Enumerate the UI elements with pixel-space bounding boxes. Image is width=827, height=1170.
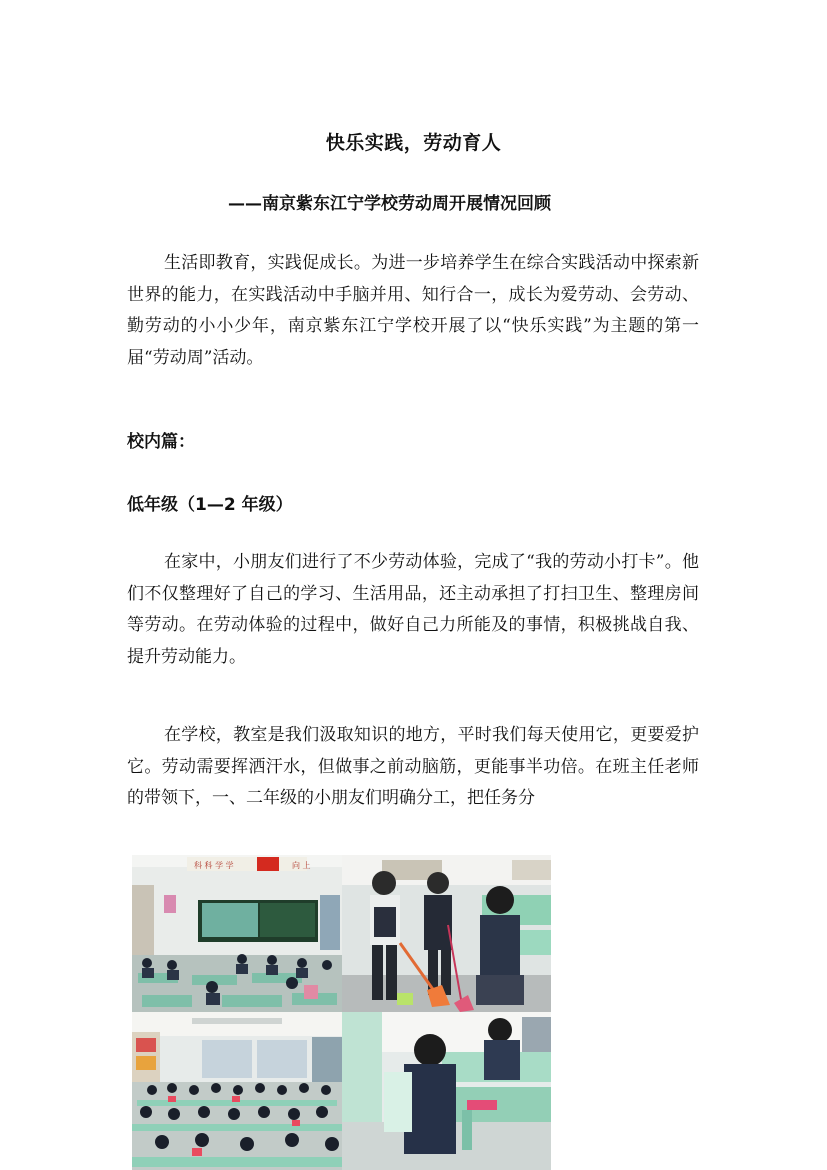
photo-collage	[132, 855, 551, 1170]
section-heading-campus: 校内篇：	[127, 432, 195, 452]
intro-paragraph: 生活即教育，实践促成长。为进一步培养学生在综合实践活动中探索新世界的能力，在实践活动中手脑并用、知行合一，成长为爱劳动、会劳动、勤劳动的小小少年，南京紫东江宁学校开展了以“快乐实践”为主题的第一届“劳动周”活动。	[127, 253, 699, 368]
section-heading-lower-grade: 低年级（1—2 年级）	[127, 495, 293, 515]
classroom-photo-1	[132, 855, 342, 1012]
classroom-photo-2	[132, 1012, 342, 1170]
desk-cleaning-photo	[342, 1012, 551, 1170]
document-title: 快乐实践，劳动育人	[325, 132, 502, 154]
school-labor-paragraph: 在学校，教室是我们汲取知识的地方，平时我们每天使用它，更要爱护它。劳动需要挥洒汗水，但做事之前动脑筋，更能事半功倍。在班主任老师的带领下，一、二年级的小朋友们明确分工，把任务分	[127, 725, 699, 808]
classroom-banner-left: 科 科 学 学	[194, 861, 234, 870]
document-subtitle: ——南京紫东江宁学校劳动周开展情况回顾	[228, 194, 551, 214]
sweeping-photo	[342, 855, 551, 1012]
classroom-banner-right: 向 上	[292, 861, 311, 870]
home-labor-paragraph: 在家中，小朋友们进行了不少劳动体验，完成了“我的劳动小打卡”。他们不仅整理好了自己的学习、生活用品，还主动承担了打扫卫生、整理房间等劳动。在劳动体验的过程中，做好自己力所能及的事情，积极挑战自我、提升劳动能力。	[127, 552, 699, 667]
